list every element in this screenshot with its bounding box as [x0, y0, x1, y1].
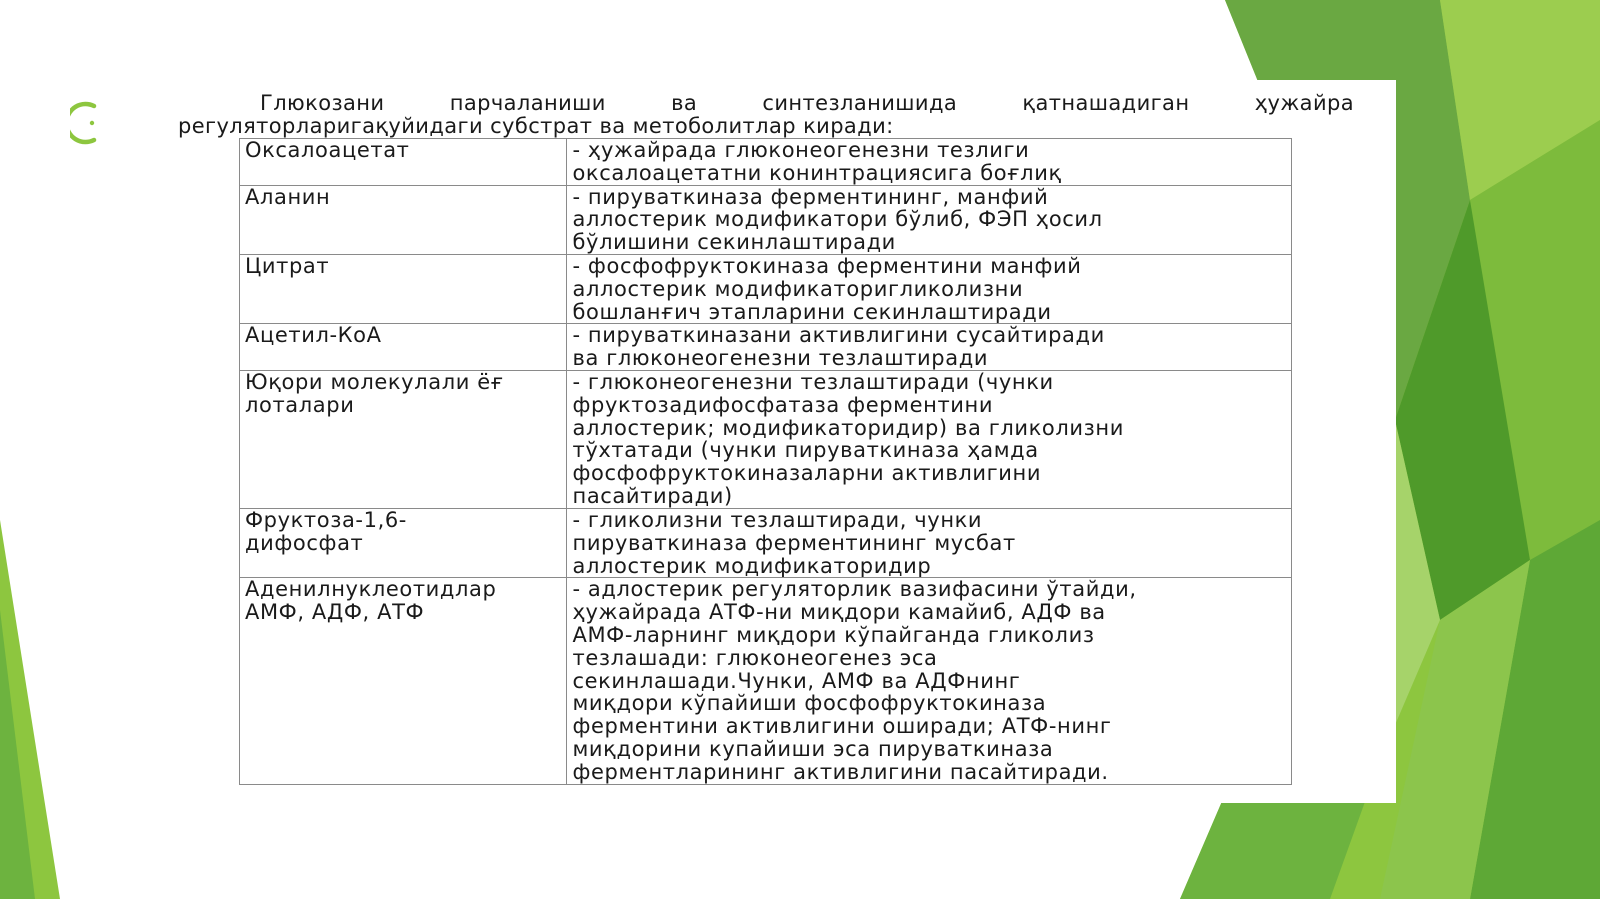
regulator-description-cell: - пируваткиназа ферментининг, манфий аллостерик модификатори бўлиб, ФЭП ҳосил бўлишини секинлаштиради: [567, 185, 1292, 254]
arc-bullet-icon: [70, 101, 100, 149]
regulator-name-cell: Цитрат: [240, 254, 567, 323]
regulator-description-cell: - пируваткиназани активлигини сусайтиради ва глюконеогенезни тезлаштиради: [567, 324, 1292, 371]
intro-line-2: регуляторларигақуйидаги субстрат ва метоболитлар киради:: [178, 114, 894, 138]
table-row: [240, 370, 1292, 508]
intro-paragraph: [178, 92, 1354, 138]
regulator-description-cell: - адлостерик регуляторлик вазифасини ўтайди, ҳужайрада АТФ-ни миқдори камайиб, АДФ ва АМФ-ларнинг миқдори кўпайганда гликолиз тезлашади: глюконеогенез эса секинлашади.Чунки, АМФ ва АДФнинг миқдори кўпайиши фосфофруктокиназа ферментини активлигини оширади; АТФ-нинг миқдорини купайиши эса пируваткиназа ферментларининг активлигини пасайтиради.: [567, 578, 1292, 784]
table-row: [240, 139, 1292, 186]
table-row: [240, 324, 1292, 371]
regulators-table: [239, 138, 1292, 785]
intro-line-1: Глюкозани парчаланиши ва синтезланишида қатнашадиган ҳужайра: [260, 91, 1354, 115]
regulator-description-cell: - ҳужайрада глюконеогенезни тезлиги оксалоацетатни конинтрациясига боғлиқ: [567, 139, 1292, 186]
table-row: [240, 578, 1292, 784]
regulator-name-cell: Юқори молекулали ёғ лоталари: [240, 370, 567, 508]
regulator-description-cell: - глюконеогенезни тезлаштиради (чунки фруктозадифосфатаза ферментини аллостерик; модификаторидир) ва гликолизни тўхтатади (чунки пируваткиназа ҳамда фосфофруктокиназаларни активлигини пасайтиради): [567, 370, 1292, 508]
regulator-description-cell: - фосфофруктокиназа ферментини манфий аллостерик модификаторигликолизни бошланғич этапларини секинлаштиради: [567, 254, 1292, 323]
table-row: [240, 185, 1292, 254]
table-row: [240, 508, 1292, 577]
regulator-name-cell: Оксалоацетат: [240, 139, 567, 186]
regulator-name-cell: Аденилнуклеотидлар АМФ, АДФ, АТФ: [240, 578, 567, 784]
regulator-name-cell: Ацетил-КоА: [240, 324, 567, 371]
table-row: [240, 254, 1292, 323]
regulator-name-cell: Фруктоза-1,6- дифосфат: [240, 508, 567, 577]
regulator-description-cell: - гликолизни тезлаштиради, чунки пируваткиназа ферментининг мусбат аллостерик модификаторидир: [567, 508, 1292, 577]
regulator-name-cell: Аланин: [240, 185, 567, 254]
